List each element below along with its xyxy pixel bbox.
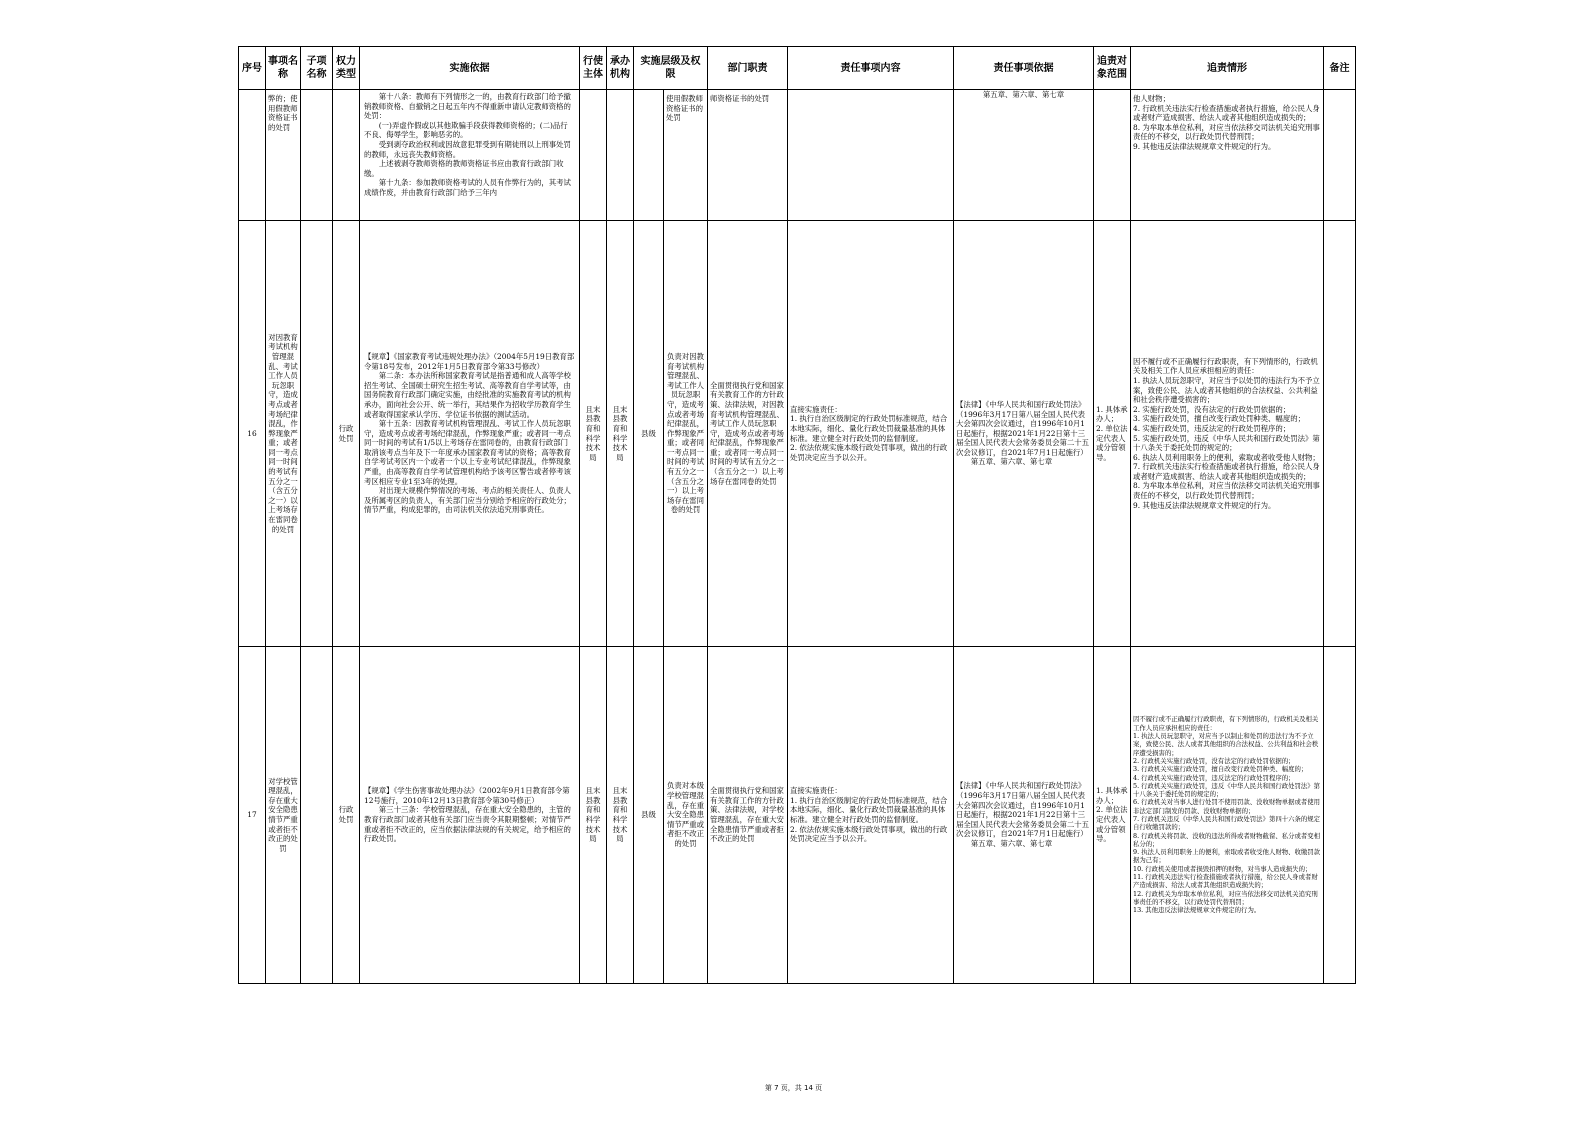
- row17-seq: 17: [239, 647, 266, 984]
- row16-subject: 且末县教育和科学技术局: [580, 221, 607, 647]
- header-row: [239, 47, 1356, 90]
- row16-item: 对因教育考试机构管理混乱、考试工作人员玩忽职守，造成考点或者考场纪律混乱，作弊现象严重；或者同一考点同一时间的考试有五分之一（含五分之一）以上考场存在雷同卷的处罚: [266, 221, 301, 647]
- page-footer: 第 7 页，共 14 页: [764, 1084, 823, 1092]
- header-sub: 子项名称: [301, 47, 333, 90]
- header-cases: 追责情形: [1131, 47, 1324, 90]
- row16-basis: 【规章】《国家教育考试违规处理办法》（2004年5月19日教育部令第18号发布，2012年1月5日教育部令第33号修改） 第二条：本办法所称国家教育考试是指普通和成人高等学校招生考试、全国硕士研究生招生考试、高等教育自学考试等，由国务院教育行政部门确定实施，由经批准的实施教育考试的机构承办，面向社会公开、统一举行，其结果作为招收学历教育学生或者取得国家承认学历、学位证书依据的测试活动。 第十五条：因教育考试机构管理混乱、考试工作人员玩忽职守，造成考点或者考场纪律混乱，作弊现象严重；或者同一考点同一时间的考试有1/5以上考场存在雷同卷的，由教育行政部门取消该考点当年及下一年度承办国家教育考试的资格；高等教育自学考试考区内一个或者一个以上专业考试纪律混乱，作弊现象严重，由高等教育自学考试管理机构给予该考区警告或者停考该考区相应专业1至3年的处理。 对出现大规模作弊情况的考场、考点的相关责任人、负责人及所属考区的负责人，有关部门应当分别给予相应的行政处分；情节严重，构成犯罪的，由司法机关依法追究刑事责任。: [360, 221, 580, 647]
- row16-resp-basis: 【法律】《中华人民共和国行政处罚法》（1996年3月17日第八届全国人民代表大会第四次会议通过，自1996年10月1日起施行，根据2021年1月22日第十三届全国人民代表大会常务委员会第二十五次会议修订，自2021年7月1日起施行） 第五章、第六章、第七章: [954, 221, 1094, 647]
- row17-item: 对学校管理混乱，存在重大安全隐患情节严重或者拒不改正的处罚: [266, 647, 301, 984]
- header-resp-basis: 责任事项依据: [954, 47, 1094, 90]
- row15-basis: 第十八条：教师有下列情形之一的，由教育行政部门给予撤销教师资格、自撤销之日起五年内不得重新申请认定教师资格的处罚： (一)弄虚作假或以其他欺骗手段获得教师资格的；(二)品行不良、侮辱学生，影响恶劣的。 受到剥夺政治权利或因故意犯罪受到有期徒刑以上刑事处罚的教师，永远丧失教师资格。 上述被剥夺教师资格的教师资格证书应由教育行政部门收缴。 第十九条：参加教师资格考试的人员有作弊行为的，其考试成绩作废，并由教育行政部门给予三年内: [364, 92, 571, 197]
- header-type: 权力类型: [333, 47, 360, 90]
- row17-resp: 直接实施责任： 1. 执行自治区级制定的行政处罚标准规范，结合本地实际，细化、量化行政处罚裁量基准的具体标准。建立健全对行政处罚的监督制度。 2. 依法依规实施本级行政处罚事项，做出的行政处罚决定应当予以公开。: [788, 647, 954, 984]
- row16-level: 负责对因教育考试机构管理混乱、考试工作人员玩忽职守，造成考点或者考场纪律混乱，作弊现象严重；或者同一考点同一时间的考试有五分之一（含五分之一）以上考场存在雷同卷的处罚: [664, 221, 708, 647]
- row15-resp-basis: 第五章、第六章、第七章: [954, 90, 1094, 221]
- header-basis: 实施依据: [360, 47, 580, 90]
- header-scope: 追责对象范围: [1094, 47, 1131, 90]
- row16-level-tier: 县级: [634, 221, 664, 647]
- header-org: 承办机构: [607, 47, 634, 90]
- responsibility-table: [238, 46, 1356, 984]
- document-sheet: [238, 46, 1350, 981]
- row15-duty: 师资格证书的处罚: [708, 90, 788, 221]
- row17-duty: 全面贯彻执行党和国家有关教育工作的方针政策、法律法规，对学校管理混乱，存在重大安全隐患情节严重或者拒不改正的处罚: [708, 647, 788, 984]
- row17-scope: 1. 具体承办人； 2. 单位法定代表人或分管领导。: [1094, 647, 1131, 984]
- header-item: 事项名称: [266, 47, 301, 90]
- row17-type: 行政处罚: [333, 647, 360, 984]
- row17-org: 且末县教育和科学技术局: [607, 647, 634, 984]
- row17-basis: 【规章】《学生伤害事故处理办法》（2002年9月1日教育部令第12号施行，2010年12月13日教育部令第30号修正） 第三十三条：学校管理混乱，存在重大安全隐患的，主管的教育行政部门或者其他有关部门应当责令其限期整顿；对情节严重或者拒不改正的，应当依据法律法规的有关规定，给予相应的行政处罚。: [360, 647, 580, 984]
- row16-resp: 直接实施责任： 1. 执行自治区级制定的行政处罚标准规范，结合本地实际，细化、量化行政处罚裁量基准的具体标准。建立健全对行政处罚的监督制度。 2. 依法依规实施本级行政处罚事项，做出的行政处罚决定应当予以公开。: [788, 221, 954, 647]
- row16-seq: 16: [239, 221, 266, 647]
- row15-cases: 他人财物； 7. 行政机关违法实行检查措施或者执行措施，给公民人身或者财产造成损害、给法人或者其他组织造成损失的； 8. 为牟取本单位私利，对应当依法移交司法机关追究刑事责任的不移交，以行政处罚代替刑罚； 9. 其他违反法律法规规章文件规定的行为。: [1131, 90, 1324, 221]
- row16-type: 行政处罚: [333, 221, 360, 647]
- header-note: 备注: [1324, 47, 1356, 90]
- row17-level-tier: 县级: [634, 647, 664, 984]
- row17-subject: 且末县教育和科学技术局: [580, 647, 607, 984]
- header-seq: 序号: [239, 47, 266, 90]
- header-subject: 行使主体: [580, 47, 607, 90]
- header-resp: 责任事项内容: [788, 47, 954, 90]
- row17-sub: [301, 647, 333, 984]
- row15-item: 弊的；使用假教师资格证书的处罚: [266, 90, 301, 221]
- row17-resp-basis: 【法律】《中华人民共和国行政处罚法》（1996年3月17日第八届全国人民代表大会第四次会议通过，自1996年10月1日起施行，根据2021年1月22日第十三届全国人民代表大会常务委员会第二十五次会议修订，自2021年7月1日起施行） 第五章、第六章、第七章: [954, 647, 1094, 984]
- row15-level: 使用假教师资格证书的处罚: [664, 90, 708, 221]
- row17-cases: 因不履行或不正确履行行政职责，有下列情形的，行政机关及相关工作人员应承担相应的责任： 1. 执法人员玩忽职守，对应当予以制止和处罚的违法行为不予立案，致使公民、法人或者其他组织的合法权益、公共利益和社会秩序遭受损害的； 2. 行政机关实施行政处罚，没有法定的行政处罚依据的； 3. 行政机关实施行政处罚，擅自改变行政处罚种类、幅度的； 4. 行政机关实施行政处罚，违反法定的行政处罚程序的； 5. 行政机关实施行政处罚，违反《中华人民共和国行政处罚法》第十八条关于委托处罚的规定的； 6. 行政机关对当事人进行处罚不使用罚款、没收财物单据或者使用非法定部门制发的罚款、没收财物单据的； 7. 行政机关违反《中华人民共和国行政处罚法》第四十六条的规定自行收缴罚款的； 8. 行政机关将罚款、没收的违法所得或者财物截留、私分或者变相私分的； 9. 执法人员利用职务上的便利，索取或者收受他人财物、收缴罚款据为己有； 10. 行政机关使用或者损毁扣押的财物，对当事人造成损失的； 11. 行政机关违法实行检查措施或者执行措施，给公民人身或者财产造成损害、给法人或者其他组织造成损失的； 12. 行政机关为牟取本单位私利，对应当依法移交司法机关追究刑事责任的不移交，以行政处罚代替刑罚； 13. 其他违反法律法规规章文件规定的行为。: [1131, 647, 1324, 984]
- table-row: [239, 647, 1356, 984]
- table-row: [239, 221, 1356, 647]
- row17-note: [1324, 647, 1356, 984]
- row16-cases: 因不履行或不正确履行行政职责，有下列情形的，行政机关及相关工作人员应承担相应的责任： 1. 执法人员玩忽职守，对应当予以处罚的违法行为不予立案，致使公民、法人或者其他组织的合法权益、公共利益和社会秩序遭受损害的； 2. 实施行政处罚，没有法定的行政处罚依据的； 3. 实施行政处罚，擅自改变行政处罚种类、幅度的； 4. 实施行政处罚，违反法定的行政处罚程序的； 5. 实施行政处罚，违反《中华人民共和国行政处罚法》第十八条关于委托处罚的规定的； 6. 执法人员利用职务上的便利，索取或者收受他人财物； 7. 行政机关违法实行检查措施或者执行措施，给公民人身或者财产造成损害、给法人或者其他组织造成损失的； 8. 为牟取本单位私利，对应当依法移交司法机关追究刑事责任的不移交，以行政处罚代替刑罚； 9. 其他违反法律法规规章文件规定的行为。: [1131, 221, 1324, 647]
- row16-org: 且末县教育和科学技术局: [607, 221, 634, 647]
- row16-duty: 全面贯彻执行党和国家有关教育工作的方针政策、法律法规，对因教育考试机构管理混乱、考试工作人员玩忽职守，造成考点或者考场纪律混乱，作弊现象严重；或者同一考点同一时间的考试有五分之一（含五分之一）以上考场存在雷同卷的处罚: [708, 221, 788, 647]
- row17-level: 负责对本级学校管理混乱，存在重大安全隐患情节严重或者拒不改正的处罚: [664, 647, 708, 984]
- header-level: 实施层级及权限: [634, 47, 708, 90]
- row16-sub: [301, 221, 333, 647]
- row16-scope: 1. 具体承办人； 2. 单位法定代表人或分管领导。: [1094, 221, 1131, 647]
- row16-note: [1324, 221, 1356, 647]
- header-duty: 部门职责: [708, 47, 788, 90]
- table-row: [239, 90, 1356, 221]
